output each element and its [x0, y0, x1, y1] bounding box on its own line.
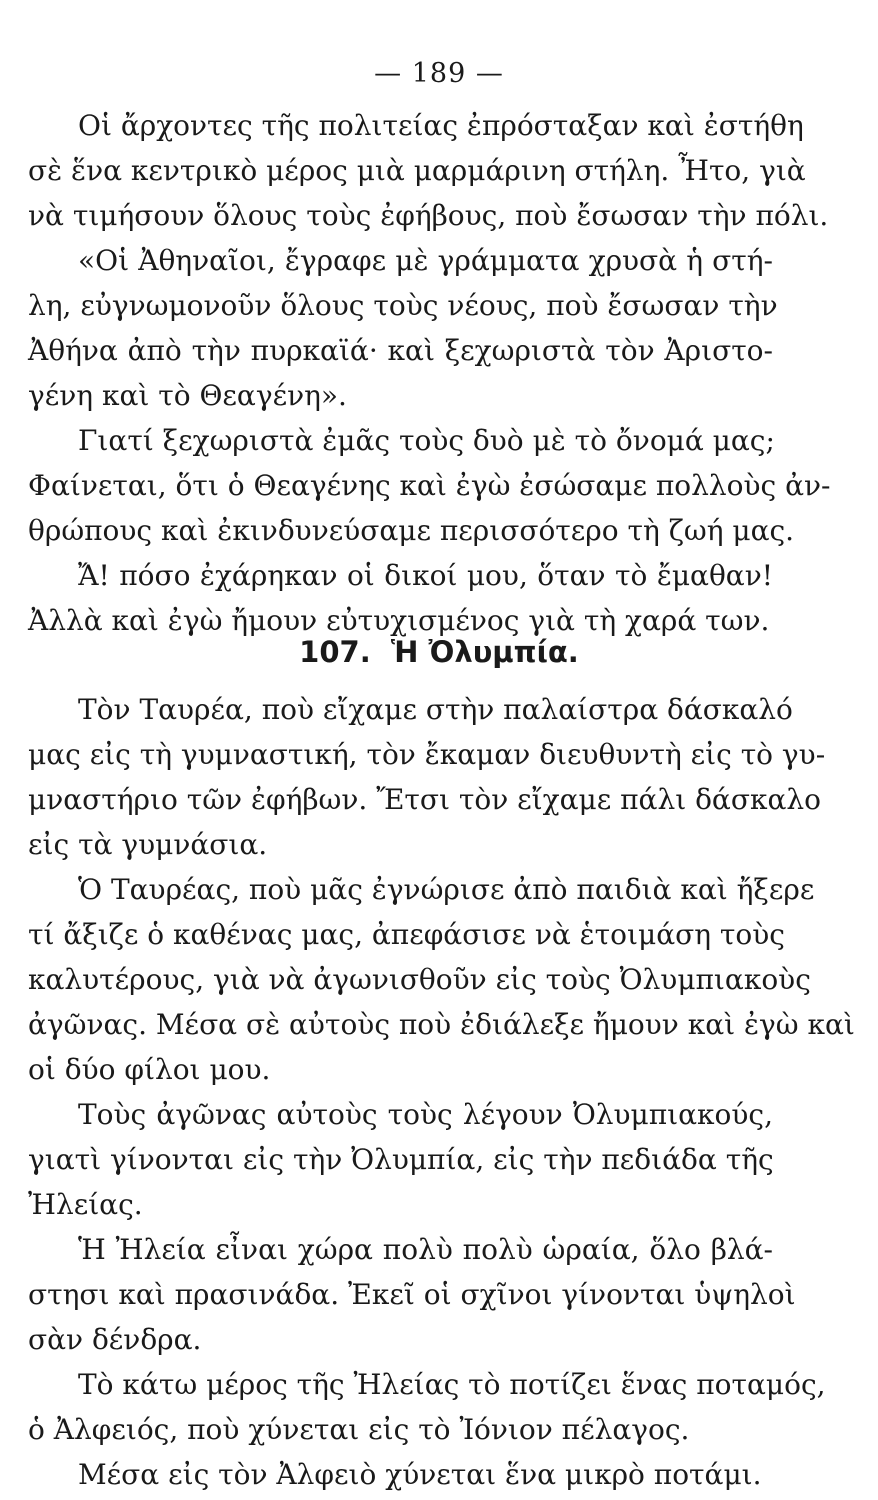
section-number: 107.: [299, 635, 371, 669]
text-line: Μέσα εἰς τὸν Ἀλφειὸ χύνεται ἕνα μικρὸ ποτάμι.: [78, 1458, 762, 1491]
section-title: Ἡ Ὀλυμπία.: [390, 635, 579, 669]
text-line: γένη καὶ τὸ Θεαγένη».: [28, 379, 347, 412]
text-line: Ἄ! πόσο ἐχάρηκαν οἱ δικοί μου, ὅταν τὸ ἔμαθαν!: [78, 559, 773, 592]
text-line: «Οἱ Ἀθηναῖοι, ἔγραφε μὲ γράμματα χρυσὰ ἡ στή-: [78, 244, 773, 277]
page-number: — 189 —: [374, 58, 504, 89]
text-line: Ἠλείας.: [28, 1188, 143, 1221]
text-line: Ἀλλὰ καὶ ἐγὼ ἤμουν εὐτυχισμένος γιὰ τὴ χαρά των.: [28, 604, 770, 637]
section-heading: [0, 630, 878, 674]
text-line: ἀγῶνας. Μέσα σὲ αὐτοὺς ποὺ ἐδιάλεξε ἤμουν καὶ ἐγὼ καὶ: [28, 1008, 855, 1041]
text-line: εἰς τὰ γυμνάσια.: [28, 828, 268, 861]
text-line: ὁ Ἀλφειός, ποὺ χύνεται εἰς τὸ Ἰόνιον πέλαγος.: [28, 1413, 690, 1446]
text-line: μναστήριο τῶν ἐφήβων. Ἔτσι τὸν εἴχαμε πάλι δάσκαλο: [28, 783, 821, 816]
text-line: νὰ τιμήσουν ὅλους τοὺς ἐφήβους, ποὺ ἔσωσαν τὴν πόλι.: [28, 199, 829, 232]
text-line: Τὸν Ταυρέα, ποὺ εἴχαμε στὴν παλαίστρα δάσκαλό: [78, 693, 793, 726]
text-line: Τοὺς ἀγῶνας αὐτοὺς τοὺς λέγουν Ὀλυμπιακούς,: [78, 1098, 773, 1131]
text-line: λη, εὐγνωμονοῦν ὅλους τοὺς νέους, ποὺ ἔσωσαν τὴν: [28, 289, 778, 322]
text-line: Οἱ ἄρχοντες τῆς πολιτείας ἐπρόσταξαν καὶ ἐστήθη: [78, 109, 804, 142]
text-line: σὰν δένδρα.: [28, 1323, 202, 1356]
text-line: Τὸ κάτω μέρος τῆς Ἠλείας τὸ ποτίζει ἕνας ποταμός,: [78, 1368, 826, 1401]
text-line: οἱ δύο φίλοι μου.: [28, 1053, 271, 1086]
text-line: γιατὶ γίνονται εἰς τὴν Ὀλυμπία, εἰς τὴν πεδιάδα τῆς: [28, 1143, 774, 1176]
text-line: Φαίνεται, ὅτι ὁ Θεαγένης καὶ ἐγὼ ἐσώσαμε πολλοὺς ἀν-: [28, 469, 831, 502]
text-line: σὲ ἕνα κεντρικὸ μέρος μιὰ μαρμάρινη στήλη. Ἦτο, γιὰ: [28, 154, 806, 187]
text-line: στησι καὶ πρασινάδα. Ἐκεῖ οἱ σχῖνοι γίνονται ὑψηλοὶ: [28, 1278, 796, 1311]
text-line: καλυτέρους, γιὰ νὰ ἀγωνισθοῦν εἰς τοὺς Ὀλυμπιακοὺς: [28, 963, 811, 996]
text-line: Γιατί ξεχωριστὰ ἐμᾶς τοὺς δυὸ μὲ τὸ ὄνομά μας;: [78, 424, 775, 457]
text-line: θρώπους καὶ ἐκινδυνεύσαμε περισσότερο τὴ ζωή μας.: [28, 514, 795, 547]
text-line: τί ἄξιζε ὁ καθένας μας, ἀπεφάσισε νὰ ἑτοιμάση τοὺς: [28, 918, 785, 951]
text-line: Ὁ Ταυρέας, ποὺ μᾶς ἐγνώρισε ἀπὸ παιδιὰ καὶ ἤξερε: [78, 873, 815, 906]
text-line: μας εἰς τὴ γυμναστική, τὸν ἔκαμαν διευθυντὴ εἰς τὸ γυ-: [28, 738, 826, 771]
text-line: Ἀθήνα ἀπὸ τὴν πυρκαϊά· καὶ ξεχωριστὰ τὸν Ἀριστο-: [28, 334, 773, 367]
text-line: Ἡ Ἠλεία εἶναι χώρα πολὺ πολὺ ὡραία, ὅλο βλά-: [78, 1233, 773, 1266]
